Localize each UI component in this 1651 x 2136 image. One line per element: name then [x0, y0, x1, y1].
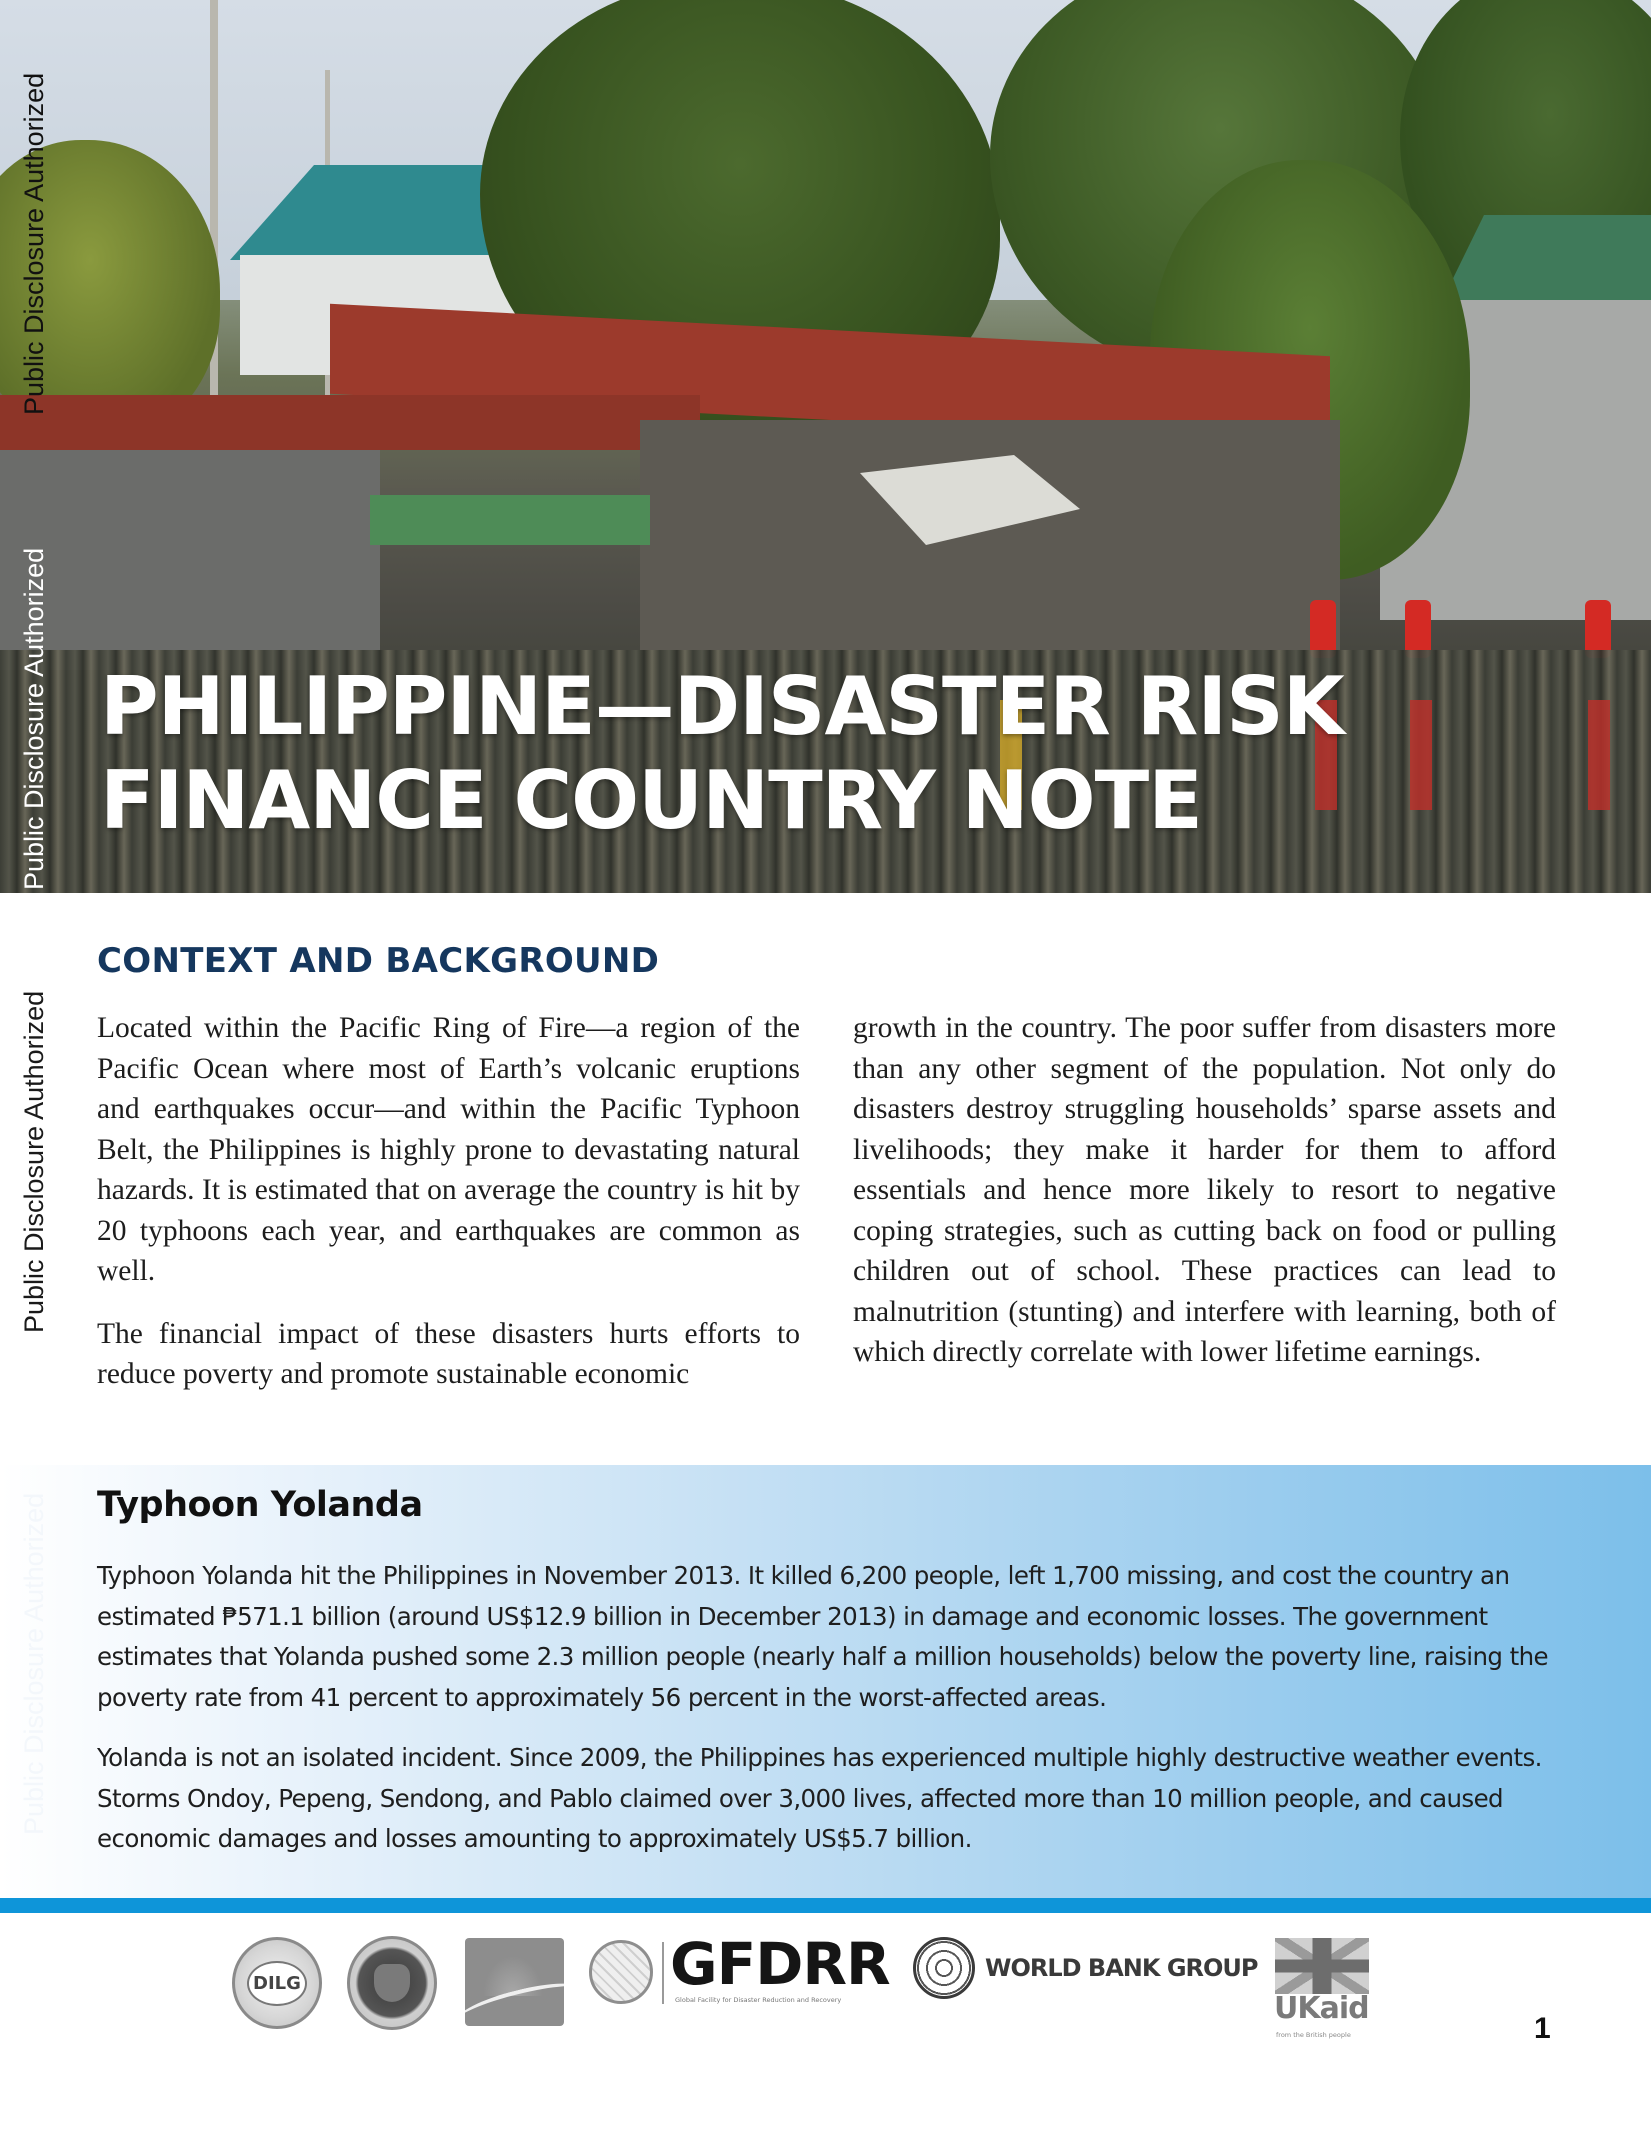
disclosure-watermark: Public Disclosure Authorized — [19, 1492, 49, 1835]
ukaid-subtitle: from the British people — [1276, 2031, 1351, 2039]
reflection — [1588, 700, 1610, 810]
disclosure-watermark: Public Disclosure Authorized — [19, 990, 49, 1333]
reflection — [1410, 700, 1432, 810]
dilg-label: DILG — [247, 1961, 307, 2006]
riverside-houses — [640, 420, 1340, 650]
gfdrr-subtitle: Global Facility for Disaster Reduction and Recovery — [675, 1996, 842, 2004]
context-column-left — [97, 1008, 800, 1395]
callout-paragraph: Yolanda is not an isolated incident. Since 2009, the Philippines has experienced multiple highly destructive weather events. Storms Ondoy, Pepeng, Sendong, and Pablo claimed over 3,000 lives, affected more than 10 million people, and caused economic damages and losses amounting to approximately US$5.7 billion. — [97, 1743, 1542, 1853]
dilg-logo — [232, 1937, 322, 2029]
context-column-right — [853, 1008, 1556, 1373]
ukaid-logo-text: UKaid — [1274, 1991, 1369, 2026]
document-title — [100, 660, 1400, 848]
disclosure-watermark: Public Disclosure Authorized — [19, 547, 49, 890]
page-number: 1 — [1534, 2012, 1551, 2045]
red-roof — [0, 395, 700, 450]
shack — [0, 420, 380, 670]
seal-crest-icon — [374, 1964, 410, 2002]
footer-divider-bar — [0, 1898, 1651, 1913]
world-bank-logo-text: WORLD BANK GROUP — [985, 1954, 1258, 1982]
section-heading-context: CONTEXT AND BACKGROUND — [97, 941, 660, 981]
department-of-finance-seal-logo — [347, 1936, 437, 2030]
context-paragraph: Located within the Pacific Ring of Fire—a region of the Pacific Ocean where most of Earth’s volcanic eruptions and earthquakes occur—and within the Pacific Typhoon Belt, the Philippines is highly prone to devastating natural hazards. It is estimated that on average the country is hit by 20 typhoons each year, and earthquakes are common as well. — [97, 1012, 800, 1287]
disclosure-watermark: Public Disclosure Authorized — [19, 72, 49, 415]
callout-paragraph: Typhoon Yolanda hit the Philippines in November 2013. It killed 6,200 people, left 1,700 missing, and cost the country an estimated ₱571.1 billion (around US$12.9 billion in December 2013) in damage and economic losses. The government estimates that Yolanda pushed some 2.3 million people (nearly half a million households) below the poverty line, raising the poverty rate from 41 percent to approximately 56 percent in the worst-affected areas. — [97, 1561, 1548, 1712]
title-line-1: PHILIPPINE—DISASTER RISK — [100, 660, 1344, 753]
callout-body — [97, 1556, 1553, 1860]
context-paragraph: The financial impact of these disasters hurts efforts to reduce poverty and promote sustainable economic — [97, 1317, 800, 1390]
world-bank-globe-icon — [913, 1937, 975, 1999]
green-awning — [370, 495, 650, 545]
gfdrr-globe-icon — [589, 1940, 653, 2004]
title-line-2: FINANCE COUNTRY NOTE — [100, 754, 1202, 847]
context-paragraph: growth in the country. The poor suffer from disasters more than any other segment of the population. Not only do disasters destroy struggling households’ sparse assets and livelihoods; they make it harder for them to afford essentials and hence more likely to resort to negative coping strategies, such as cutting back on food or pulling children out of school. These practices can lead to malnutrition (stunting) and interfere with learning, both of which directly correlate with lower lifetime earnings. — [853, 1012, 1556, 1368]
sun-swoosh-logo — [465, 1938, 564, 2026]
logo-divider — [662, 1942, 664, 2004]
union-jack-flag-icon — [1275, 1938, 1369, 1994]
callout-title: Typhoon Yolanda — [97, 1485, 423, 1525]
gfdrr-logo-text: GFDRR — [670, 1930, 890, 1998]
